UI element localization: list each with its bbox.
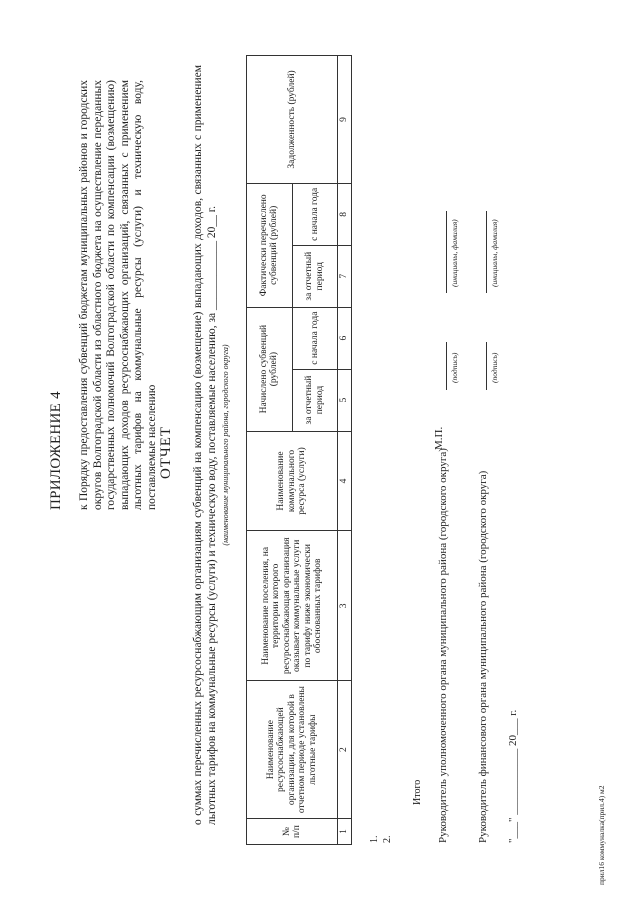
head-authorized-label: Руководитель уполномоченного органа муниципального района (городского округа) xyxy=(437,448,449,843)
column-number: 5 xyxy=(338,369,352,431)
row-number: 2. xyxy=(382,835,393,843)
header-transferred-period: за отчетный период xyxy=(292,245,338,307)
initials-caption: (инициалы, фамилия) xyxy=(450,219,459,287)
header-accrued-year: с начала года xyxy=(292,307,338,369)
appendix-title: ПРИЛОЖЕНИЕ 4 xyxy=(48,391,64,510)
date-line: "___" ____________ 20___ г. xyxy=(507,709,519,843)
signature-caption: (подпись) xyxy=(490,352,499,383)
header-accrued-period: за отчетный период xyxy=(292,369,338,431)
initials-caption: (инициалы, фамилия) xyxy=(490,219,499,287)
report-title: ОТЧЕТ xyxy=(158,425,174,480)
signature-caption: (подпись) xyxy=(450,352,459,383)
column-number: 2 xyxy=(338,681,352,819)
column-number: 6 xyxy=(338,307,352,369)
header-transferred: Фактически перечислено субвенций (рублей) xyxy=(247,183,293,307)
column-number: 9 xyxy=(338,56,352,184)
column-number: 4 xyxy=(338,431,352,531)
footer-note: прил16 коммуналка(прил.4) м2 xyxy=(597,785,606,885)
signature-line xyxy=(445,342,447,390)
total-label: Итого xyxy=(412,779,423,805)
header-num: № п/п xyxy=(247,819,338,845)
column-number: 8 xyxy=(338,183,352,245)
header-resource: Наименование коммунального ресурса (услуги) xyxy=(247,431,338,531)
column-number: 7 xyxy=(338,245,352,307)
row-number: 1. xyxy=(369,835,380,843)
column-number: 3 xyxy=(338,531,352,681)
municipality-caption: (наименование муниципального района, городского округа) xyxy=(221,344,230,546)
header-debt: Задолженность (рублей) xyxy=(247,56,338,184)
report-table xyxy=(246,55,352,845)
head-financial-label: Руководитель финансового органа муниципального района (городского округа) xyxy=(477,470,489,843)
header-org: Наименование ресурсоснабжающей организации, для которой в отчетном периоде установлены льготные тарифы xyxy=(247,681,338,819)
column-numbers-row xyxy=(338,56,352,845)
header-transferred-year: с начала года xyxy=(292,183,338,245)
header-settlement: Наименование поселения, на территории которого ресурсоснабжающая организация оказывает коммунальные услуги по тарифу ниже экономически обоснованных тарифов xyxy=(247,531,338,681)
signature-line xyxy=(485,342,487,390)
name-line xyxy=(445,211,447,293)
header-row xyxy=(247,56,293,845)
column-number: 1 xyxy=(338,819,352,845)
name-line xyxy=(485,211,487,293)
appendix-intro: к Порядку предоставления субвенций бюджетам муниципальных районов и городских округов Волгоградской области из областного бюджета на осуществление переданных государственных полномочий Волгоградской области по компенсации (возмещению) выпадающих доходов ресурсоснабжающих организаций, связанных с применением льготных тарифов на коммунальные ресурсы (услуги) и техническую воду, поставляемые населению xyxy=(78,80,158,510)
report-description: о суммах перечисленных ресурсоснабжающим организациям субвенций на компенсацию (возмещение) выпадающих доходов, связанных с применением льготных тарифов на коммунальные ресурсы (услуги) и техническую воду, поставляемые населению, за ____________ 20__ г. xyxy=(192,65,218,825)
header-accrued: Начислено субвенций (рублей) xyxy=(247,307,293,431)
mp-label: М.П. xyxy=(433,426,445,450)
